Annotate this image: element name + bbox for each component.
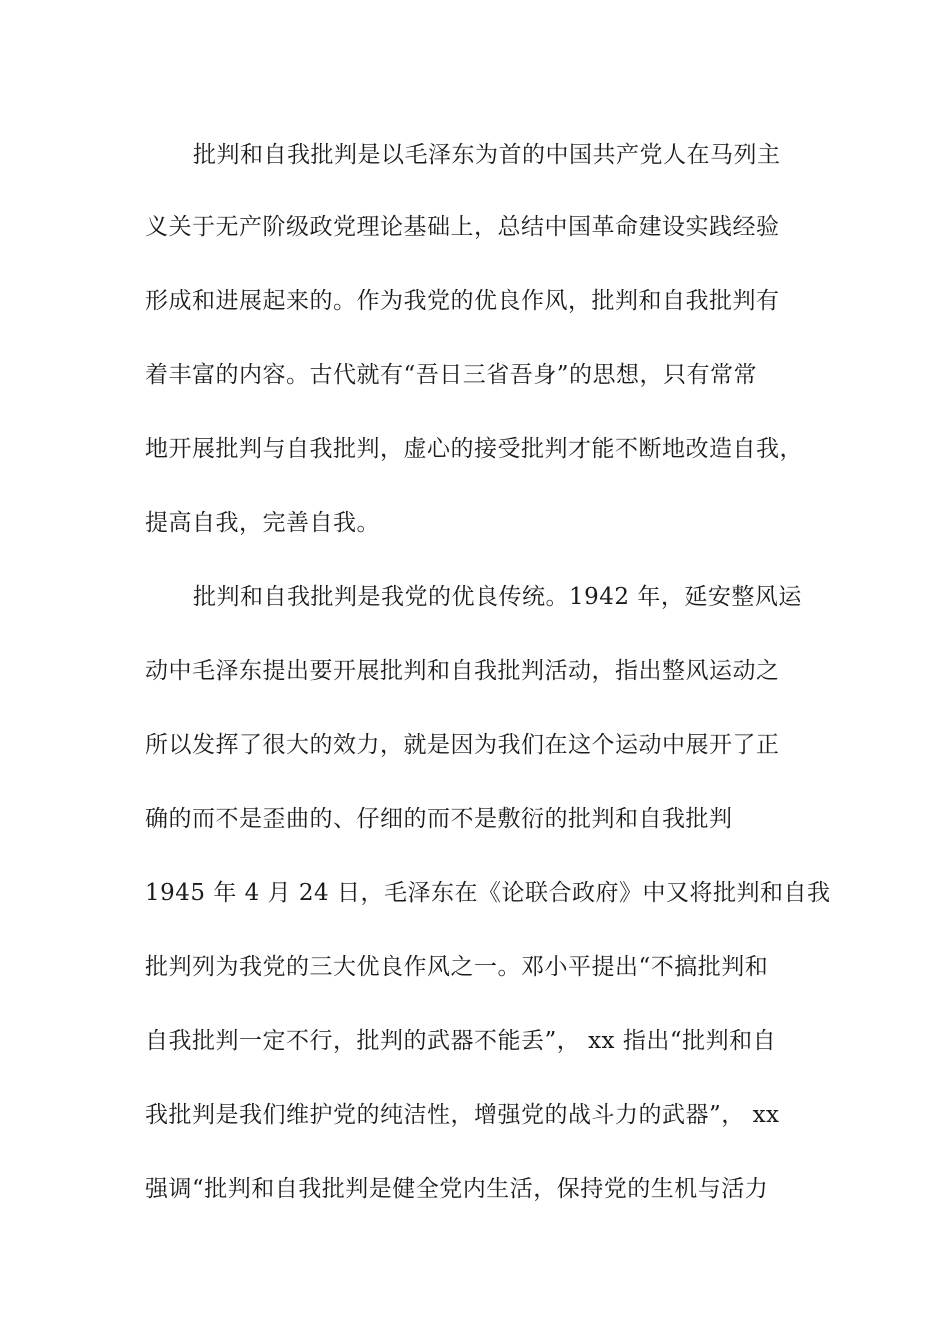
paragraph-1-line-5: 地开展批判与自我批判，虚心的接受批判才能不断地改造自我， [145,436,803,462]
paragraph-2-line-2: 动中毛泽东提出要开展批判和自我批判活动，指出整风运动之 [145,658,780,684]
paragraph-1-line-3: 形成和进展起来的。作为我党的优良作风，批判和自我批判有 [145,288,780,314]
paragraph-2-line-7: 自我批判一定不行，批判的武器不能丢”， xx 指出“批判和自 [145,1028,777,1054]
paragraph-2-line-5: 1945 年 4 月 24 日，毛泽东在《论联合政府》中又将批判和自我 [145,880,831,906]
paragraph-2-line-8: 我批判是我们维护党的纯洁性，增强党的战斗力的武器”， xx [145,1102,780,1128]
paragraph-2-line-1: 批判和自我批判是我党的优良传统。1942 年，延安整风运 [193,584,802,610]
paragraph-2-line-9: 强调“批判和自我批判是健全党内生活，保持党的生机与活力 [145,1176,769,1202]
paragraph-1-line-6: 提高自我，完善自我。 [145,510,380,536]
paragraph-1-line-1: 批判和自我批判是以毛泽东为首的中国共产党人在马列主 [193,142,781,168]
paragraph-2-line-6: 批判列为我党的三大优良作风之一。邓小平提出“不搞批判和 [145,954,769,980]
paragraph-2-line-3: 所以发挥了很大的效力，就是因为我们在这个运动中展开了正 [145,732,780,758]
paragraph-1-line-2: 义关于无产阶级政党理论基础上，总结中国革命建设实践经验 [145,214,780,240]
paragraph-1-line-4: 着丰富的内容。古代就有“吾日三省吾身”的思想，只有常常 [145,362,758,388]
paragraph-2-line-4: 确的而不是歪曲的、仔细的而不是敷衍的批判和自我批判 [145,806,733,832]
